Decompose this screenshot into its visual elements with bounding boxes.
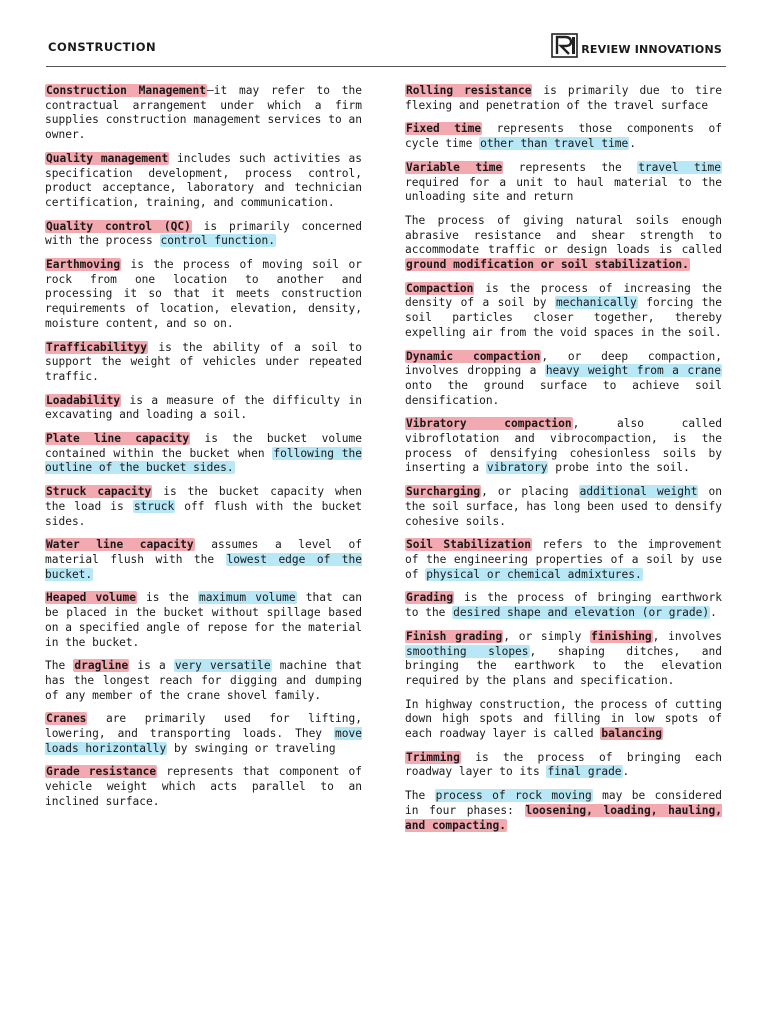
definition-paragraph bbox=[45, 538, 362, 582]
highlighted-phrase: smoothing slopes bbox=[406, 644, 529, 658]
page-title: CONSTRUCTION bbox=[48, 40, 157, 54]
brand-name: REVIEW INNOVATIONS bbox=[581, 43, 722, 56]
paragraph-text: is the process of moving soil or rock from one location to another and processing it so that it meets construction requirements of location, elevation, density, moisture content, and so on. bbox=[45, 258, 362, 330]
highlighted-term: Water line capacity bbox=[46, 538, 194, 552]
paragraph-text: is the bucket volume contained within the bucket when bbox=[45, 432, 362, 460]
paragraph-text: . bbox=[622, 765, 630, 779]
highlighted-phrase: desired shape and elevation (or grade) bbox=[453, 606, 710, 620]
definition-paragraph bbox=[405, 591, 722, 620]
highlighted-term: Compaction bbox=[406, 281, 474, 295]
highlighted-term: Grade resistance bbox=[46, 765, 157, 779]
paragraph-text: machine that has the longest reach for digging and dumping of any member of the crane shovel family. bbox=[45, 659, 363, 702]
definition-paragraph bbox=[45, 485, 362, 529]
highlighted-term: Rolling resistance bbox=[406, 84, 532, 97]
highlighted-term: Quality management bbox=[46, 151, 169, 165]
paragraph-text: –it may refer to the contractual arrangement under which a firm supplies construction management services to an owner. bbox=[45, 84, 362, 142]
highlighted-phrase: heavy weight from a crane bbox=[545, 364, 721, 378]
paragraph-text: , or simply bbox=[503, 629, 591, 643]
paragraph-text: The process of giving natural soils enough abrasive resistance and shear strength to accommodate traffic or design loads is called bbox=[405, 213, 722, 257]
highlighted-phrase: travel time bbox=[638, 160, 721, 174]
paragraph-text: , or placing bbox=[481, 485, 579, 499]
highlighted-term: Construction Management bbox=[46, 84, 206, 97]
paragraph-text: . bbox=[710, 606, 717, 620]
paragraph-text: is primarily concerned with the process bbox=[45, 219, 362, 248]
highlighted-phrase: move loads horizontally bbox=[45, 727, 362, 755]
left-column bbox=[45, 84, 362, 819]
highlighted-term: Earthmoving bbox=[46, 258, 121, 272]
paragraph-text: represents those components of cycle time bbox=[405, 122, 722, 151]
highlighted-phrase: physical or chemical admixtures. bbox=[426, 567, 642, 581]
highlighted-term: Soil Stabilization bbox=[406, 538, 531, 552]
definition-paragraph bbox=[45, 341, 362, 385]
paragraph-text: on the soil surface, has long been used to densify cohesive soils. bbox=[405, 485, 722, 528]
paragraph-text: represents that component of vehicle weight which acts parallel to an inclined surface. bbox=[45, 765, 362, 808]
definition-paragraph bbox=[405, 350, 722, 409]
paragraph-text: The bbox=[45, 659, 74, 673]
definition-paragraph bbox=[405, 698, 722, 742]
paragraph-text: is the ability of a soil to support the weight of vehicles under repeated traffic. bbox=[45, 340, 362, 383]
highlighted-phrase: control function. bbox=[160, 234, 276, 248]
definition-paragraph bbox=[405, 630, 722, 689]
highlighted-term: Vibratory compaction bbox=[406, 417, 572, 431]
paragraph-text: forcing the soil particles closer together, thereby expelling air from the void spaces in the soil. bbox=[405, 296, 723, 339]
paragraph-text: is the bbox=[136, 591, 198, 605]
highlighted-phrase: following the outline of the bucket sides. bbox=[45, 446, 362, 475]
highlighted-phrase: mechanically bbox=[555, 296, 637, 310]
definition-paragraph bbox=[405, 751, 722, 780]
paragraph-text: off flush with the bucket sides. bbox=[45, 499, 362, 528]
highlighted-phrase: maximum volume bbox=[198, 591, 296, 605]
paragraph-text: is the process of bringing each roadway layer to its bbox=[405, 750, 722, 779]
highlighted-term: Cranes bbox=[46, 712, 87, 726]
highlighted-term: finishing bbox=[591, 629, 652, 643]
paragraph-text: . bbox=[629, 137, 637, 151]
definition-paragraph bbox=[45, 220, 362, 249]
definition-paragraph bbox=[405, 84, 722, 113]
definition-paragraph bbox=[45, 394, 362, 423]
highlighted-term: Quality control (QC) bbox=[46, 219, 191, 233]
paragraph-text: that can be placed in the bucket without spillage based on a specified angle of repose for the material in the bucket. bbox=[45, 591, 362, 649]
highlighted-term: Plate line capacity bbox=[46, 432, 190, 446]
paragraph-text: The bbox=[405, 789, 435, 803]
review-innovations-logo-icon bbox=[551, 33, 578, 58]
definition-paragraph bbox=[45, 84, 362, 143]
definition-paragraph bbox=[45, 591, 362, 650]
paragraph-text: is primarily due to tire flexing and penetration of the travel surface bbox=[405, 84, 722, 112]
paragraph-text: is a bbox=[129, 659, 174, 673]
highlighted-phrase: other than travel time bbox=[480, 137, 629, 151]
paragraph-text: refers to the improvement of the engineering properties of a soil by use of bbox=[405, 538, 722, 581]
right-column bbox=[405, 84, 722, 842]
highlighted-term: Heaped volume bbox=[46, 591, 136, 605]
highlighted-term: Surcharging bbox=[406, 485, 481, 499]
definition-paragraph bbox=[405, 538, 722, 582]
highlighted-phrase: vibratory bbox=[486, 461, 548, 475]
highlighted-phrase: struck bbox=[133, 499, 175, 513]
paragraph-text: may be considered in four phases: bbox=[405, 789, 722, 817]
paragraph-text: , or deep compaction, involves dropping a bbox=[405, 349, 722, 378]
definition-paragraph bbox=[405, 161, 722, 205]
paragraph-text: is a measure of the difficulty in excavating and loading a soil. bbox=[45, 393, 362, 422]
paragraph-text: , involves bbox=[652, 629, 723, 643]
definition-paragraph bbox=[405, 417, 722, 476]
highlighted-term: dragline bbox=[74, 659, 129, 673]
highlighted-term: Fixed time bbox=[406, 122, 482, 136]
highlighted-term: Dynamic compaction bbox=[406, 349, 541, 363]
highlighted-term: Loadability bbox=[46, 393, 121, 407]
definition-paragraph bbox=[405, 485, 722, 529]
definition-paragraph bbox=[45, 432, 362, 476]
paragraph-text: In highway construction, the process of cutting down high spots and filling in low spots of each roadway layer is called bbox=[405, 697, 722, 741]
paragraph-text: probe into the soil. bbox=[548, 461, 690, 475]
paragraph-text: is the process of bringing earthwork to the bbox=[405, 591, 722, 620]
definition-paragraph bbox=[45, 258, 362, 332]
highlighted-term: Trafficabilityy bbox=[46, 340, 148, 354]
definition-paragraph bbox=[405, 122, 722, 151]
highlighted-term: Grading bbox=[406, 591, 454, 605]
highlighted-term: Trimming bbox=[406, 750, 460, 764]
paragraph-text: assumes a level of material flush with the bbox=[45, 538, 362, 566]
highlighted-phrase: final grade bbox=[547, 765, 622, 779]
paragraph-text: is the bucket capacity when the load is bbox=[45, 485, 362, 513]
definition-paragraph bbox=[405, 789, 722, 833]
paragraph-text: onto the ground surface to achieve soil densification. bbox=[405, 378, 722, 407]
definition-paragraph bbox=[405, 282, 722, 341]
highlighted-term: balancing bbox=[601, 727, 662, 741]
paragraph-text: , shaping ditches, and bringing the earthwork to the elevation required by the plans and specification. bbox=[405, 644, 722, 687]
definition-paragraph bbox=[405, 214, 722, 273]
definition-paragraph bbox=[45, 152, 362, 211]
brand-logo bbox=[551, 32, 722, 58]
paragraph-text: is the process of increasing the density of a soil by bbox=[405, 281, 722, 310]
highlighted-term: Finish grading bbox=[406, 629, 503, 643]
highlighted-term: loosening, loading, hauling, and compacting. bbox=[405, 803, 722, 832]
paragraph-text: required for a unit to haul material to the unloading site and return bbox=[405, 175, 722, 204]
highlighted-phrase: process of rock moving bbox=[435, 789, 592, 803]
header-divider bbox=[46, 66, 726, 67]
paragraph-text: includes such activities as specification development, process control, product acceptance, laboratory and technician certification, training, and communication. bbox=[45, 151, 362, 209]
highlighted-phrase: very versatile bbox=[174, 659, 271, 673]
paragraph-text: by swinging or traveling bbox=[167, 741, 336, 755]
definition-paragraph bbox=[45, 659, 362, 703]
highlighted-term: Variable time bbox=[406, 160, 503, 174]
page-header bbox=[46, 32, 726, 68]
highlighted-phrase: lowest edge of the bucket. bbox=[45, 552, 362, 581]
definition-paragraph bbox=[45, 765, 362, 809]
paragraph-text: , also called vibroflotation and vibrocompaction, is the process of densifying cohesionless soils by inserting a bbox=[405, 417, 722, 475]
highlighted-phrase: additional weight bbox=[579, 485, 698, 499]
paragraph-text: are primarily used for lifting, lowering, and transporting loads. They bbox=[45, 712, 362, 741]
highlighted-term: Struck capacity bbox=[46, 485, 152, 499]
definition-paragraph bbox=[45, 712, 362, 756]
highlighted-term: ground modification or soil stabilization. bbox=[406, 258, 689, 272]
paragraph-text: represents the bbox=[503, 160, 638, 174]
